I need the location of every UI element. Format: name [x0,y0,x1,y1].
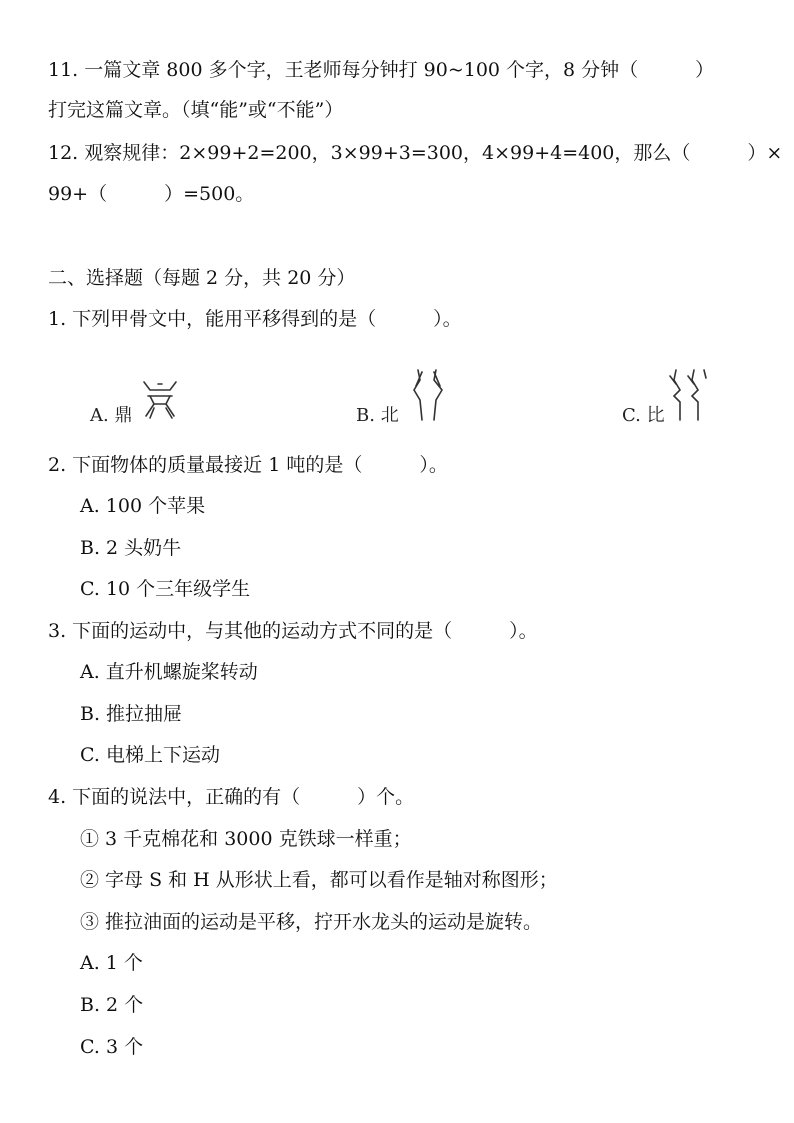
mc3-question: 3. 下面的运动中，与其他的运动方式不同的是（ ）。 [48,620,538,642]
mc4-option-b: B. 2 个 [80,994,144,1016]
mc3-option-a: A. 直升机螺旋桨转动 [80,661,258,683]
oracle-ding-glyph-icon [140,378,180,422]
oracle-bei-glyph-icon [404,366,452,424]
mc2-question: 2. 下面物体的质量最接近 1 吨的是（ ）。 [48,454,448,476]
q11-line2: 打完这篇文章。（填“能”或“不能”） [48,99,344,121]
mc4-option-a: A. 1 个 [80,952,143,974]
q12-line1: 12. 观察规律：2×99+2=200，3×99+3=300，4×99+4=400，那么（ ）× [48,142,783,164]
mc2-option-c: C. 10 个三年级学生 [80,578,251,600]
mc4-question: 4. 下面的说法中，正确的有（ ）个。 [48,786,415,808]
mc1-question: 1. 下列甲骨文中，能用平移得到的是（ ）。 [48,308,462,330]
mc1-option-c [622,401,665,427]
oracle-bi-glyph-icon [666,366,714,424]
mc4-option-c: C. 3 个 [80,1036,144,1058]
mc1-option-c-label: C. [622,405,641,426]
mc4-statement-2: ② 字母 S 和 H 从形状上看，都可以看作是轴对称图形； [80,869,558,891]
mc1-option-b [356,401,399,427]
q11-line1: 11. 一篇文章 800 多个字，王老师每分钟打 90~100 个字，8 分钟（ ） [48,59,715,81]
mc1-option-a [90,401,132,427]
mc1-option-c-char: 比 [646,405,665,426]
mc1-option-a-char: 鼎 [114,405,133,426]
section-heading: 二、选择题（每题 2 分，共 20 分） [48,267,356,289]
mc3-option-c: C. 电梯上下运动 [80,744,220,766]
mc4-statement-1: ① 3 千克棉花和 3000 克铁球一样重； [80,828,412,850]
mc3-option-b: B. 推拉抽屉 [80,703,183,725]
mc2-option-a: A. 100 个苹果 [80,495,206,517]
mc1-option-b-char: 北 [380,405,399,426]
mc2-option-b: B. 2 头奶牛 [80,537,182,559]
mc1-option-b-label: B. [356,405,375,426]
mc4-statement-3: ③ 推拉油面的运动是平移，拧开水龙头的运动是旋转。 [80,911,543,933]
mc1-option-a-label: A. [90,405,109,426]
q12-line2: 99+（ ）=500。 [48,183,255,205]
